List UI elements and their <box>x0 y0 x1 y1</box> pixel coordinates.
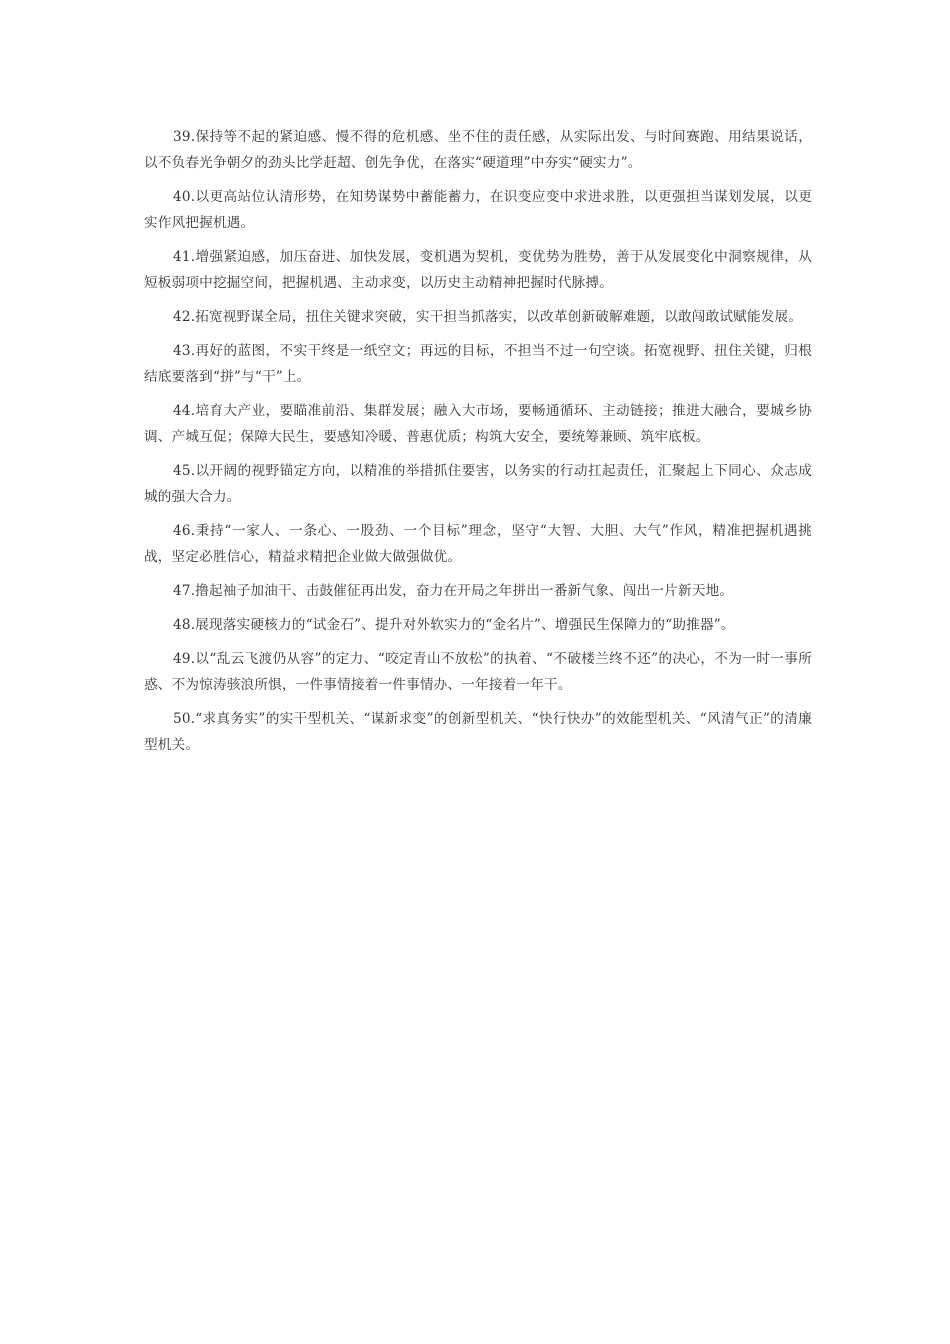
paragraph-48: 48.展现落实硬核力的“试金石”、提升对外软实力的“金名片”、增强民生保障力的“助推器”。 <box>173 617 735 633</box>
paragraph-44: 44.培育大产业，要瞄准前沿、集群发展；融入大市场，要畅通循环、主动链接；推进大融合，要城乡协调、产城互促；保障大民生，要感知冷暖、普惠优质；构筑大安全，要统筹兼顾、筑牢底板。 <box>144 403 812 445</box>
paragraph-45: 45.以开阔的视野锚定方向，以精准的举措抓住要害，以务实的行动扛起责任，汇聚起上下同心、众志成城的强大合力。 <box>144 463 812 505</box>
paragraph-41: 41.增强紧迫感，加压奋进、加快发展，变机遇为契机，变优势为胜势，善于从发展变化中洞察规律，从短板弱项中挖掘空间，把握机遇、主动求变，以历史主动精神把握时代脉搏。 <box>144 249 812 291</box>
paragraph-42: 42.拓宽视野谋全局，扭住关键求突破，实干担当抓落实，以改革创新破解难题，以敢闯敢试赋能发展。 <box>173 309 803 325</box>
paragraph-47: 47.撸起袖子加油干、击鼓催征再出发，奋力在开局之年拼出一番新气象、闯出一片新天地。 <box>173 583 734 599</box>
paragraph-46: 46.秉持“一家人、一条心、一股劲、一个目标”理念，坚守“大智、大胆、大气”作风，精准把握机遇挑战，坚定必胜信心，精益求精把企业做大做强做优。 <box>144 523 812 565</box>
paragraph-49: 49.以“乱云飞渡仍从容”的定力、“咬定青山不放松”的执着、“不破楼兰终不还”的决心，不为一时一事所惑、不为惊涛骇浪所惧，一件事情接着一件事情办、一年接着一年干。 <box>144 651 812 693</box>
paragraph-43: 43.再好的蓝图，不实干终是一纸空文；再远的目标，不担当不过一句空谈。拓宽视野、扭住关键，归根结底要落到“拼”与“干”上。 <box>144 343 812 385</box>
document-body <box>144 124 812 766</box>
paragraph-39: 39.保持等不起的紧迫感、慢不得的危机感、坐不住的责任感，从实际出发、与时间赛跑、用结果说话，以不负春光争朝夕的劲头比学赶超、创先争优，在落实“硬道理”中夯实“硬实力”。 <box>144 129 812 171</box>
paragraph-50: 50.“求真务实”的实干型机关、“谋新求变”的创新型机关、“快行快办”的效能型机关、“风清气正”的清廉型机关。 <box>144 711 812 753</box>
paragraph-40: 40.以更高站位认清形势，在知势谋势中蓄能蓄力，在识变应变中求进求胜，以更强担当谋划发展，以更实作风把握机遇。 <box>144 189 812 231</box>
